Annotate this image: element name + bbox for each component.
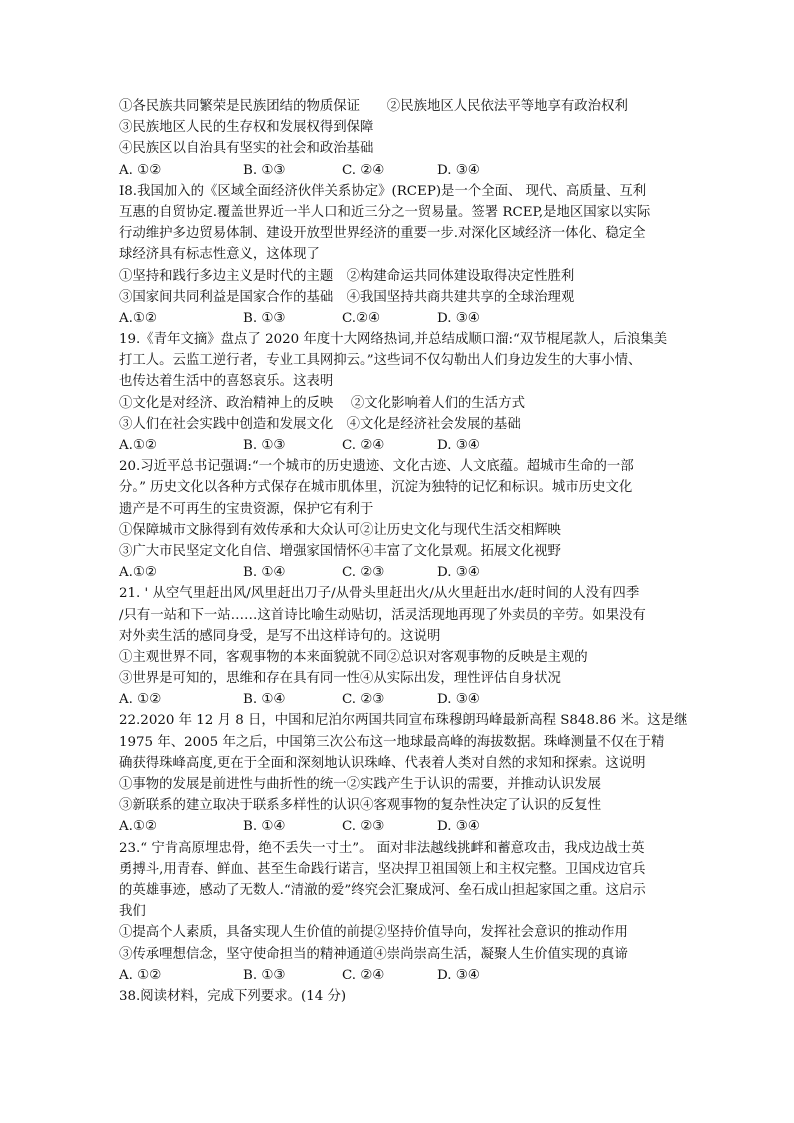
answer-option: A. ①②	[119, 967, 162, 983]
text-line: 23.“ 宁肯高原埋忠骨，绝不丢失一寸土”。 面对非法越线挑衅和蓄意攻击，我戍边战士英	[119, 840, 645, 856]
answer-options	[119, 435, 679, 456]
answer-options	[119, 562, 679, 583]
text-line: ③人们在社会实践中创造和发展文化 ④文化是经济社会发展的基础	[119, 416, 521, 432]
text-line: ④民族区以自治具有坚实的社会和政治基础	[119, 141, 374, 157]
exam-page	[119, 96, 688, 1007]
answer-option: A.①②	[119, 565, 157, 581]
text-line: 行动维护多边贸易体制、建设开放型世界经济的重要一步.对深化区域经济一体化、稳定全	[119, 226, 646, 242]
answer-option: B. ①③	[243, 967, 286, 983]
answer-option: A. ①②	[119, 162, 162, 178]
answer-options	[119, 816, 679, 837]
text-line: 对外卖生活的感同身受，是写不出这样诗句的。这说明	[119, 628, 441, 644]
text-line: 19.《青年文摘》盘点了 2020 年度十大网络热词,并总结成顺口溜:“双节棍尾款人，后浪集美	[119, 332, 668, 348]
answer-option: A.①②	[119, 438, 157, 453]
answer-option: A.①②	[119, 310, 157, 326]
text-line: ①保障城市文脉得到有效传承和大众认可②让历史文化与现代生活交相辉映	[119, 522, 561, 538]
text-line: ①提高个人素质，具备实现人生价值的前提②坚持价值导向，发挥社会意识的推动作用	[119, 925, 628, 941]
text-line: 球经济具有标志性意义，这体现了	[119, 247, 320, 263]
text-line: ①事物的发展是前进性与曲折性的统一②实践产生于认识的需要，并推动认识发展	[119, 777, 602, 792]
answer-option: D. ③④	[437, 438, 480, 453]
text-line: 也传达着生活中的喜怒哀乐。这表明	[119, 374, 334, 390]
answer-option: B. ①③	[243, 310, 286, 326]
text-line: 38.阅读材料，完成下列要求。(14 分)	[119, 988, 347, 1004]
answer-option: D. ③④	[437, 967, 480, 983]
answer-option: D. ③④	[437, 819, 480, 835]
answer-option: C. ②③	[342, 819, 385, 835]
answer-option: B. ①④	[243, 692, 286, 708]
answer-option: A.①②	[119, 819, 157, 835]
text-line: 勇搏斗,用青春、鲜血、甚至生命践行诺言，坚决捍卫祖国领上和主权完整。卫国戍边官兵	[119, 861, 646, 877]
answer-option: C. ②④	[342, 162, 385, 178]
answer-option: B. ①③	[243, 438, 286, 453]
text-line: ③国家间共同利益是国家合作的基础 ④我国坚持共商共建共享的全球治理观	[119, 289, 575, 305]
answer-option: C. ②③	[342, 565, 385, 581]
answer-option: D. ③④	[437, 162, 480, 178]
answer-options	[119, 965, 679, 986]
text-line: 确获得珠峰高度,更在于全面和深刻地认识珠峰、代表着人类对自然的求知和探索。这说明	[119, 755, 646, 771]
answer-option: B. ①④	[243, 565, 286, 581]
answer-options	[119, 689, 679, 710]
text-line: 打工人。云监工逆行者，专业工具网抑云。”这些词不仅勾勒出人们身边发生的大事小情、	[119, 353, 642, 369]
answer-option: C.②④	[342, 310, 381, 326]
answer-options	[119, 308, 679, 329]
text-line: 的英雄事迹，感动了无数人.“清澈的爱”终究会汇聚成河、垒石成山担起家国之重。这启示	[119, 882, 646, 898]
text-line: ①坚持和践行多边主义是时代的主题 ②构建命运共同体建设取得决定性胜利	[119, 268, 575, 284]
text-line: I8.我国加入的《区域全面经济伙伴关系协定》(RCEP)是一个全面、 现代、高质量、互利	[119, 183, 647, 199]
answer-option: B. ①③	[243, 162, 286, 178]
answer-option: C. ②③	[342, 692, 385, 708]
text-line: 我们	[119, 904, 146, 920]
text-line: ③世界是可知的，思维和存在具有同一性④从实际出发，理性评估自身状况	[119, 671, 561, 687]
answer-option: D. ③④	[437, 692, 480, 708]
text-line: 21. ' 从空气里赶出风/风里赶出刀子/从骨头里赶出火/从火里赶出水/赶时间的人没有四季	[119, 586, 640, 602]
answer-option: D. ③④	[437, 310, 480, 326]
answer-option: A. ①②	[119, 692, 162, 708]
text-line: ①文化是对经济、政治精神上的反映 ②文化影响着人们的生活方式	[119, 395, 525, 411]
text-line: ①主观世界不同，客观事物的本来面貌就不同②总识对客观事物的反映是主观的	[119, 649, 588, 665]
text-line: 互惠的自贸协定.覆盖世界近一半人口和近三分之一贸易量。签署 RCEP,是地区国家以实际	[119, 204, 651, 220]
text-line: ③新联系的建立取决于联系多样性的认识④客观事物的复杂性决定了认识的反复性	[119, 798, 602, 814]
text-line: ③广大市民坚定文化自信、增强家国情怀④丰富了文化景观。拓展文化视野	[119, 543, 561, 559]
text-line: 分。” 历史文化以各种方式保存在城市肌体里，沉淀为独特的记忆和标识。城市历史文化	[119, 480, 633, 496]
answer-options	[119, 160, 679, 181]
text-line: 遗产是不可再生的宝贵资源，保护它有利于	[119, 501, 374, 517]
answer-option: C. ②④	[342, 967, 385, 983]
answer-option: D. ③④	[437, 565, 480, 581]
text-line: ③民族地区人民的生存权和发展权得到保障	[119, 120, 374, 136]
text-line: 1975 年、2005 年之后，中国第三次公布这一地球最高峰的海拔数据。珠峰测量不仅在于精	[119, 734, 665, 750]
answer-option: B. ①④	[243, 819, 286, 835]
text-line: 20.习近平总书记强调:“一个城市的历史遗迹、文化古迹、人文底蕴。超城市生命的一部	[119, 459, 634, 475]
text-line: 22.2020 年 12 月 8 日，中国和尼泊尔两国共同宣布珠穆朗玛峰最新高程 S848.86 米。这是继	[119, 713, 688, 729]
answer-option: C. ②④	[342, 438, 385, 453]
text-line: ①各民族共同繁荣是民族团结的物质保证 ②民族地区人民依法平等地享有政治权利	[119, 99, 628, 114]
text-line: ③传承哩想信念，坚守使命担当的精神通道④崇尚崇高生活，凝聚人生价值实现的真谛	[119, 946, 628, 962]
text-line: /只有一站和下一站……这首诗比喻生动贴切，活灵活现地再现了外卖员的辛劳。如果没有	[119, 607, 646, 623]
